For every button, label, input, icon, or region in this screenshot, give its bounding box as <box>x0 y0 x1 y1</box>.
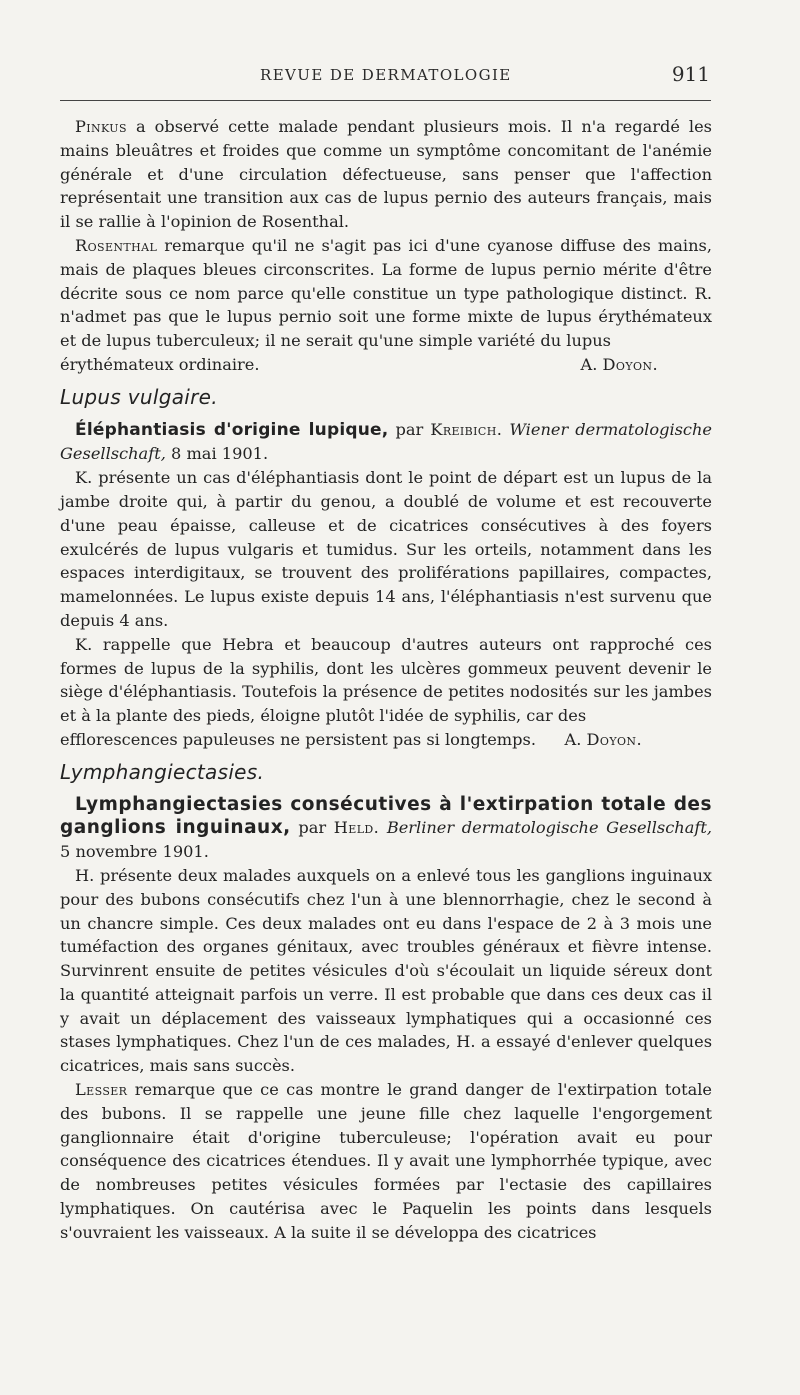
paragraph-pinkus <box>60 115 712 234</box>
article-author: Kreibich. <box>430 419 503 439</box>
page-number: 911 <box>671 62 710 86</box>
body-text <box>60 115 712 1245</box>
signature-name: Doyon. <box>586 729 642 749</box>
author-name: Pinkus <box>75 117 127 136</box>
section-heading-lymph: Lymphangiectasies. <box>60 759 265 784</box>
journal-name: Berliner dermatologische Gesellschaft, <box>386 818 712 838</box>
signature-initial: A. <box>580 354 598 374</box>
paragraph-text: remarque qu'il ne s'agit pas ici d'une cyanose diffuse des mains, mais de plaques bleues circonscrites. La forme de lupus pernio mérite d'être décrite sous ce nom parce qu'elle constitue un type pathologique distinct. R. n'admet pas que le lupus pernio soit une forme mixte de lupus érythémateux et de lupus tuberculeux; il ne serait qu'une simple variété du lupus <box>60 235 712 351</box>
article-date: 8 mai 1901. <box>171 444 269 464</box>
author-name: Rosenthal <box>75 235 158 255</box>
page-header <box>60 62 710 92</box>
paragraph-text: a observé cette malade pendant plusieurs mois. Il n'a regardé les mains bleuâtres et froides que comme un symptôme concomitant de l'anémie générale et d'une circulation défectueuse, sans penser que l'affection représentait une transition aux cas de lupus pernio des auteurs français, mais il se rallie à l'opinion de Rosenthal. <box>60 117 712 232</box>
paragraph-text: érythémateux ordinaire. <box>60 354 260 374</box>
article-author: Held. <box>333 818 380 838</box>
signature-line <box>60 728 712 752</box>
article-title: Éléphantiasis d'origine lupique, <box>75 419 389 440</box>
signature-initial: A. <box>564 729 582 749</box>
author-name: Lesser <box>75 1080 128 1100</box>
article-header-lupus <box>60 418 712 467</box>
paragraph-lupus-1: K. présente un cas d'éléphantiasis dont le point de départ est un lupus de la jambe droite qui, à partir du genou, a doublé de volume et est recouverte d'une peau épaisse, calleuse et de cicatrices consécutives à des foyers exulcérés de lupus vulgaris et tumidus. Sur les orteils, notamment dans les espaces interdigitaux, se trouvent des proliférations papillaires, compactes, mamelonnées. Le lupus existe depuis 14 ans, l'éléphantiasis n'est survenu que depuis 4 ans. <box>60 468 712 630</box>
paragraph-text: remarque que ce cas montre le grand danger de l'extirpation totale des bubons. Il se rappelle une jeune fille chez laquelle l'engorgement ganglionnaire était d'origine tuberculeuse; l'opération avait eu pour conséquence des cicatrices étendues. Il y avait une lymphorrhée typique, avec de nombreuses petites vésicules formées par l'ectasie des capillaires lymphatiques. On cautérisa avec le Paquelin les points dans lesquels s'ouvraient les vaisseaux. A la suite il se développa des cicatrices <box>60 1080 712 1242</box>
signature-name: Doyon. <box>602 354 658 374</box>
article-header-lymph <box>60 793 712 864</box>
signature <box>581 353 712 377</box>
paragraph-lesser <box>60 1078 712 1245</box>
signature-line <box>60 353 712 377</box>
paragraph-text: efflorescences papuleuses ne persistent pas si longtemps. <box>60 729 536 749</box>
journal-name: Wiener dermatologische Gesellschaft, <box>60 419 713 464</box>
paragraph-lupus-2: K. rappelle que Hebra et beaucoup d'autres auteurs ont rapproché ces formes de lupus de la syphilis, dont les ulcères gommeux peuvent devenir le siège d'éléphantiasis. Toutefois la présence de petites nodosités sur les jambes et à la plante des pieds, éloigne plutôt l'idée de syphilis, car des <box>60 634 712 726</box>
section-heading-lupus: Lupus vulgaire. <box>60 384 218 409</box>
header-rule <box>60 100 711 101</box>
running-title: REVUE DE DERMATOLOGIE <box>260 66 512 84</box>
article-title: Lymphangiectasies consécutives à l'extirpation totale des ganglions inguinaux, <box>60 793 712 839</box>
paragraph-rosenthal <box>60 234 712 353</box>
signature <box>565 728 712 752</box>
by-word: par <box>395 419 424 439</box>
by-word: par <box>298 818 327 838</box>
paragraph-lymph-1: H. présente deux malades auxquels on a enlevé tous les ganglions inguinaux pour des bubons consécutifs chez l'un à une blennorrhagie, chez le second à un chancre simple. Ces deux malades ont eu dans l'espace de 2 à 3 mois une tuméfaction des organes génitaux, avec troubles généraux et fièvre intense. Survinrent ensuite de petites vésicules d'où s'écoulait un liquide séreux dont la quantité atteignait parfois un verre. Il est probable que dans ces deux cas il y avait un déplacement des vaisseaux lymphatiques qui a occasionné ces stases lymphatiques. Chez l'un de ces malades, H. a essayé d'enlever quelques cicatrices, mais sans succès. <box>60 865 712 1076</box>
article-date: 5 novembre 1901. <box>60 842 209 862</box>
